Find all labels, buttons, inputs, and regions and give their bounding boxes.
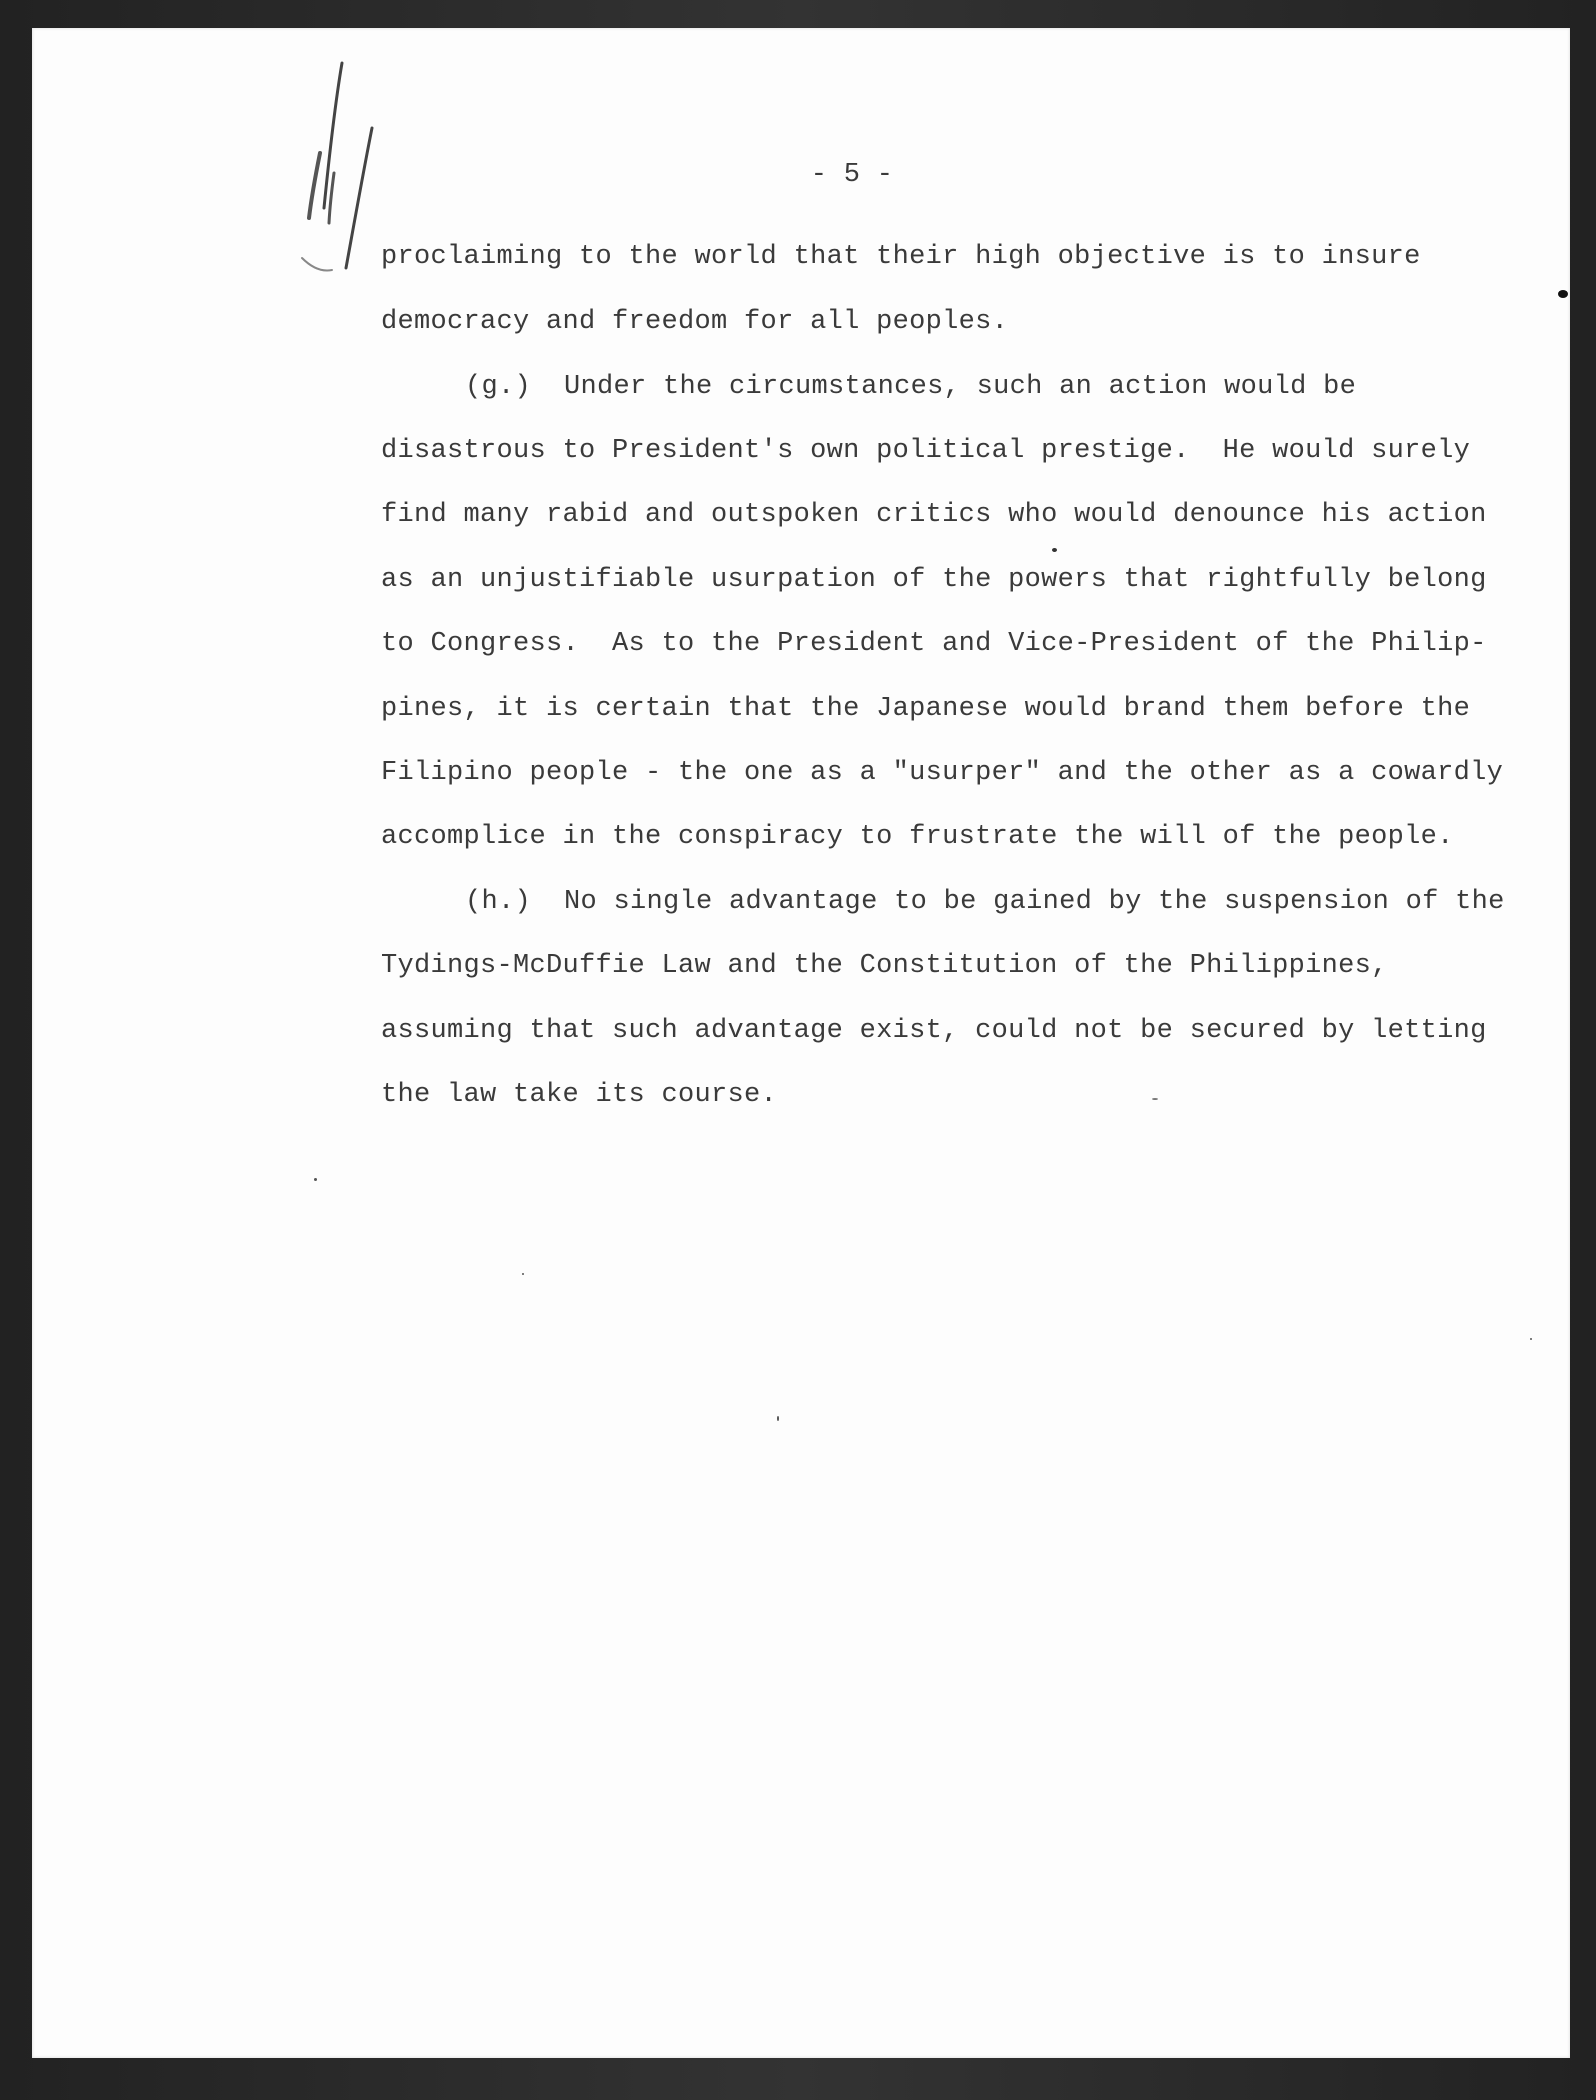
document-page — [32, 28, 1570, 2058]
paragraph-g-line-8: accomplice in the conspiracy to frustrate the will of the people. — [381, 822, 1454, 852]
scan-speck — [1052, 548, 1057, 552]
paragraph-g-line-1: (g.) Under the circumstances, such an action would be — [465, 372, 1357, 402]
scan-speck — [314, 1178, 317, 1181]
scan-speck — [777, 1416, 779, 1421]
paragraph-g-line-3: find many rabid and outspoken critics who would denounce his action — [381, 500, 1487, 530]
scan-speck — [1152, 1098, 1158, 1100]
handwritten-initials-mark — [272, 58, 392, 288]
paragraph-h-line-3: assuming that such advantage exist, could not be secured by letting — [381, 1016, 1487, 1046]
scan-speck — [522, 1273, 524, 1275]
paragraph-g-line-6: pines, it is certain that the Japanese would brand them before the — [381, 694, 1471, 724]
edge-mark — [1558, 290, 1568, 298]
body-line-1: proclaiming to the world that their high objective is to insure — [381, 242, 1421, 272]
page-number: - 5 - — [810, 160, 894, 190]
paragraph-h-line-4: the law take its course. — [381, 1080, 778, 1110]
scan-speck — [1530, 1338, 1532, 1340]
paragraph-g-line-2: disastrous to President's own political prestige. He would surely — [381, 436, 1471, 466]
paragraph-g-line-7: Filipino people - the one as a "usurper" and the other as a cowardly — [381, 758, 1504, 788]
paragraph-h-line-1: (h.) No single advantage to be gained by the suspension of the — [465, 887, 1505, 917]
paragraph-g-line-5: to Congress. As to the President and Vice-President of the Philip- — [381, 629, 1487, 659]
paragraph-g-line-4: as an unjustifiable usurpation of the powers that rightfully belong — [381, 565, 1487, 595]
paragraph-h-line-2: Tydings-McDuffie Law and the Constitution of the Philippines, — [381, 951, 1388, 981]
body-line-2: democracy and freedom for all peoples. — [381, 307, 1009, 337]
